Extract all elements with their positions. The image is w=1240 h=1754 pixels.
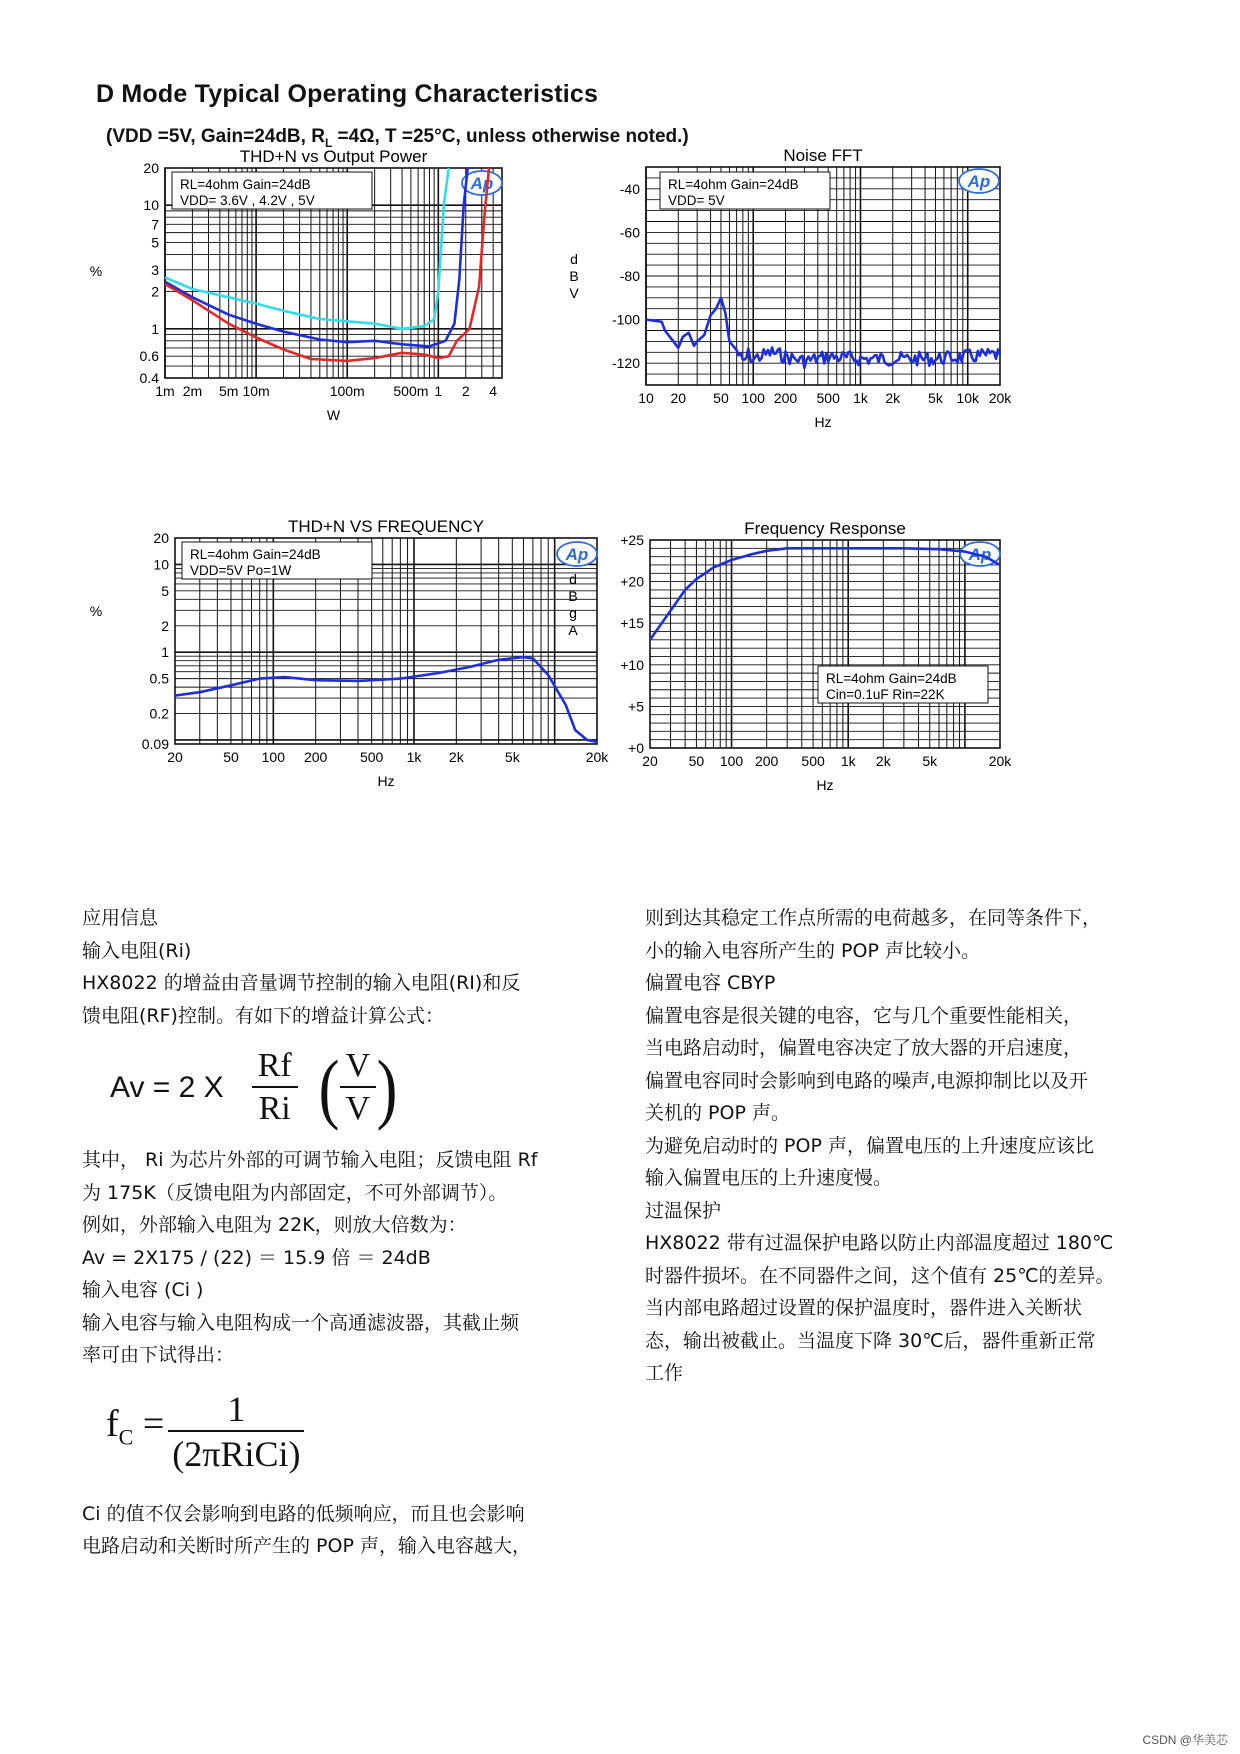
paragraph-line: 当电路启动时，偏置电容决定了放大器的开启速度， [645, 1037, 1083, 1059]
y-tick-label: 2 [151, 283, 159, 300]
paragraph-line: 其中， Ri 为芯片外部的可调节输入电阻；反馈电阻 Rf [82, 1149, 538, 1171]
y-tick-label: -80 [619, 268, 640, 284]
x-tick-label: 200 [754, 753, 779, 769]
page-title: D Mode Typical Operating Characteristics [96, 80, 599, 108]
legend-text: RL=4ohm Gain=24dB [668, 177, 799, 192]
chart-3-group [568, 519, 1012, 793]
x-axis-label: Hz [816, 777, 834, 793]
footer-watermark: CSDN @华美芯 [1142, 1733, 1228, 1747]
paragraph-line: HX8022 的增益由音量调节控制的输入电阻(RI)和反 [82, 972, 521, 994]
section-heading: 应用信息 [82, 907, 159, 929]
x-tick-label: 100 [741, 390, 765, 406]
legend-text: VDD= 3.6V , 4.2V , 5V [180, 193, 315, 208]
x-tick-label: 20k [988, 390, 1012, 406]
y-tick-label: 10 [153, 556, 169, 573]
paragraph-line: Ci 的值不仅会影响到电路的低频响应，而且也会影响 [82, 1502, 525, 1525]
y-tick-label: 5 [161, 582, 169, 599]
y-tick-label: 10 [143, 197, 159, 214]
unit-numerator: V [340, 1046, 377, 1088]
y-axis-label: V [569, 285, 579, 301]
equation-lhs: $f_C$ = [106, 1403, 165, 1451]
x-tick-label: 50 [688, 753, 705, 769]
y-tick-label: 20 [143, 160, 159, 176]
frequency-response-chart [568, 519, 1130, 862]
y-axis-label: d [570, 251, 578, 267]
paragraph-line: 态，输出被截止。当温度下降 30℃后，器件重新正常 [645, 1329, 1096, 1352]
chart-2-group [90, 517, 610, 789]
subheading: 过温保护 [645, 1199, 722, 1222]
y-tick-label: +10 [620, 656, 644, 673]
x-tick-label: 20k [585, 749, 609, 765]
ap-logo-text: Ap [565, 545, 589, 564]
y-tick-label: -40 [619, 180, 640, 197]
y-axis-label: d [569, 571, 577, 587]
series-line-response [650, 548, 1000, 640]
x-tick-label: 100 [261, 749, 286, 765]
x-tick-label: 5m [218, 383, 239, 399]
y-tick-label: +25 [620, 532, 644, 548]
fraction-denominator: Ri [258, 1090, 291, 1127]
right-column [645, 902, 1205, 1390]
x-tick-label: 2k [885, 390, 901, 406]
y-tick-label: -100 [611, 311, 640, 328]
x-tick-label: 50 [713, 390, 729, 406]
x-tick-label: 20 [670, 390, 687, 406]
y-tick-label: 0.6 [139, 348, 159, 365]
equation-unit [340, 1046, 377, 1130]
legend-text: VDD= 5V [668, 193, 725, 208]
paragraph-line: 馈电阻(RF)控制。有如下的增益计算公式： [82, 1004, 444, 1027]
y-tick-label: 1 [161, 644, 169, 661]
x-tick-label: 1 [434, 383, 443, 399]
ap-logo-text: Ap [968, 545, 992, 564]
chart-1-group [569, 146, 1012, 430]
series-line-THD+N [175, 657, 597, 742]
noise-fft-chart [569, 146, 1130, 480]
y-tick-label: 20 [153, 530, 169, 546]
paragraph-line: 偏置电容同时会影响到电路的噪声,电源抑制比以及开 [645, 1069, 1089, 1092]
test-conditions: (VDD =5V, Gain=24dB, $R_L =4\Omega$, T =25°C, unless otherwise noted.) [106, 126, 689, 150]
x-tick-label: 1k [840, 753, 856, 769]
chart-grid [650, 540, 1000, 748]
paragraph-line: 当内部电路超过设置的保护温度时，器件进入关断状 [645, 1297, 1083, 1319]
y-tick-label: 7 [151, 216, 159, 233]
x-tick-label: 4 [489, 383, 498, 399]
paragraph-line: 时器件损坏。在不同器件之间，这个值有 25℃的差异。 [645, 1264, 1115, 1287]
fraction-denominator: (2πRiCi) [172, 1433, 301, 1474]
y-tick-label: -60 [619, 224, 640, 241]
x-tick-label: 20k [988, 753, 1012, 769]
thd-vs-frequency-chart [89, 517, 609, 862]
equation-fraction [172, 1388, 300, 1476]
paragraph-line: 输入电容与输入电阻构成一个高通滤波器，其截止频 [82, 1311, 520, 1334]
plot-frame [650, 540, 1000, 748]
x-tick-label: 500 [801, 753, 825, 769]
equation-fraction [252, 1046, 298, 1130]
y-axis-label: % [89, 603, 103, 619]
x-tick-label: 2k [448, 749, 464, 765]
paragraph-line: 率可由下试得出： [82, 1344, 235, 1366]
x-tick-label: 2k [875, 753, 891, 769]
x-tick-label: 200 [773, 390, 798, 406]
x-tick-label: 10k [956, 390, 980, 406]
y-tick-label: 1 [151, 320, 159, 337]
y-tick-label: +20 [620, 573, 644, 590]
paragraph-line: 为避免启动时的 POP 声，偏置电压的上升速度应该比 [645, 1134, 1094, 1157]
y-tick-label: -120 [611, 355, 640, 372]
paragraph-line: 为 175K（反馈电阻为内部固定，不可外部调节）。 [82, 1181, 508, 1204]
unit-denominator: V [345, 1090, 371, 1127]
y-axis-label: B [569, 268, 579, 284]
legend-text: VDD=5V Po=1W [190, 563, 292, 578]
x-tick-label: 500 [359, 749, 384, 765]
y-tick-label: 2 [161, 617, 169, 634]
x-tick-label: 10m [242, 383, 270, 399]
fraction-numerator: 1 [168, 1388, 304, 1432]
cutoff-equation [82, 1376, 622, 1488]
y-axis-label: A [568, 622, 578, 638]
y-tick-label: +5 [628, 698, 644, 715]
x-tick-label: 5k [504, 749, 520, 765]
y-tick-label: +15 [620, 615, 644, 632]
paragraph-line: 例如，外部输入电阻为 22K，则放大倍数为： [82, 1214, 467, 1236]
legend-text: Cin=0.1uF Rin=22K [826, 687, 945, 702]
paragraph-line: 偏置电容是很关键的电容，它与几个重要性能相关， [645, 1004, 1083, 1027]
x-tick-label: 50 [223, 749, 239, 765]
x-tick-label: 100m [329, 383, 365, 399]
x-tick-label: 2m [182, 383, 203, 399]
legend-text: RL=4ohm Gain=24dB [180, 177, 311, 192]
x-tick-label: 1k [853, 390, 868, 406]
x-axis-label: Hz [814, 414, 832, 430]
paragraph-line: 关机的 POP 声。 [645, 1102, 790, 1124]
y-tick-label: 5 [151, 234, 159, 251]
ap-logo-text: Ap [470, 174, 494, 193]
paragraph-line: 小的输入电容所产生的 POP 声比较小。 [645, 939, 980, 962]
y-tick-label: 0.09 [141, 736, 169, 752]
x-tick-label: 1m [155, 383, 175, 399]
legend-text: RL=4ohm Gain=24dB [190, 547, 321, 562]
chart-title: Frequency Response [744, 519, 906, 538]
gain-equation: Av = 2 X $\frac{Rf}{Ri}$ ( $\frac{V}{V}$ ) [110, 1044, 398, 1131]
x-axis-label: W [326, 407, 341, 423]
subheading: 输入电阻(Ri) [82, 939, 192, 962]
thd-vs-power-chart [89, 147, 600, 480]
x-tick-label: 2 [461, 383, 470, 399]
legend-text: RL=4ohm Gain=24dB [826, 671, 957, 686]
y-tick-label: +0 [628, 740, 644, 756]
left-column [82, 902, 622, 1563]
paragraph-line: 电路启动和关断时所产生的 POP 声，输入电容越大， [82, 1535, 531, 1557]
fraction-numerator: Rf [252, 1046, 298, 1088]
x-tick-label: 200 [303, 749, 328, 765]
y-tick-label: 0.4 [139, 370, 159, 386]
subheading: 输入电容 (Ci ) [82, 1279, 204, 1301]
x-tick-label: 20 [642, 753, 658, 769]
y-axis-label: g [569, 605, 577, 621]
paragraph-line: 输入偏置电压的上升速度慢。 [645, 1167, 893, 1189]
paragraph-line: Av = 2X175 / (22) ＝ 15.9 倍 ＝ 24dB [82, 1246, 431, 1269]
paragraph-line: HX8022 带有过温保护电路以防止内部温度超过 180℃ [645, 1232, 1114, 1254]
chart-title: THD+N VS FREQUENCY [288, 517, 484, 536]
equation-lhs: Av = 2 X [110, 1070, 224, 1104]
y-tick-label: 0.2 [149, 705, 169, 722]
y-axis-label: B [568, 588, 578, 604]
chart-title: Noise FFT [783, 146, 863, 165]
subheading: 偏置电容 CBYP [645, 972, 776, 994]
x-tick-label: 20 [167, 749, 183, 765]
y-axis-label: % [89, 263, 103, 279]
ap-logo-text: Ap [967, 172, 991, 191]
x-tick-label: 5k [928, 390, 943, 406]
paragraph-line: 则到达其稳定工作点所需的电荷越多，在同等条件下， [645, 907, 1102, 929]
paragraph-line: 工作 [645, 1362, 684, 1384]
x-tick-label: 5k [922, 753, 938, 769]
x-tick-label: 500m [393, 383, 429, 399]
y-tick-label: 0.5 [149, 670, 169, 687]
x-tick-label: 500 [816, 390, 840, 406]
x-axis-label: Hz [377, 773, 395, 789]
chart-title: THD+N vs Output Power [239, 147, 428, 166]
x-tick-label: 10 [638, 390, 654, 406]
y-tick-label: 3 [151, 261, 159, 278]
chart-0-group [90, 147, 502, 423]
x-tick-label: 100 [719, 753, 744, 769]
x-tick-label: 1k [406, 749, 422, 765]
